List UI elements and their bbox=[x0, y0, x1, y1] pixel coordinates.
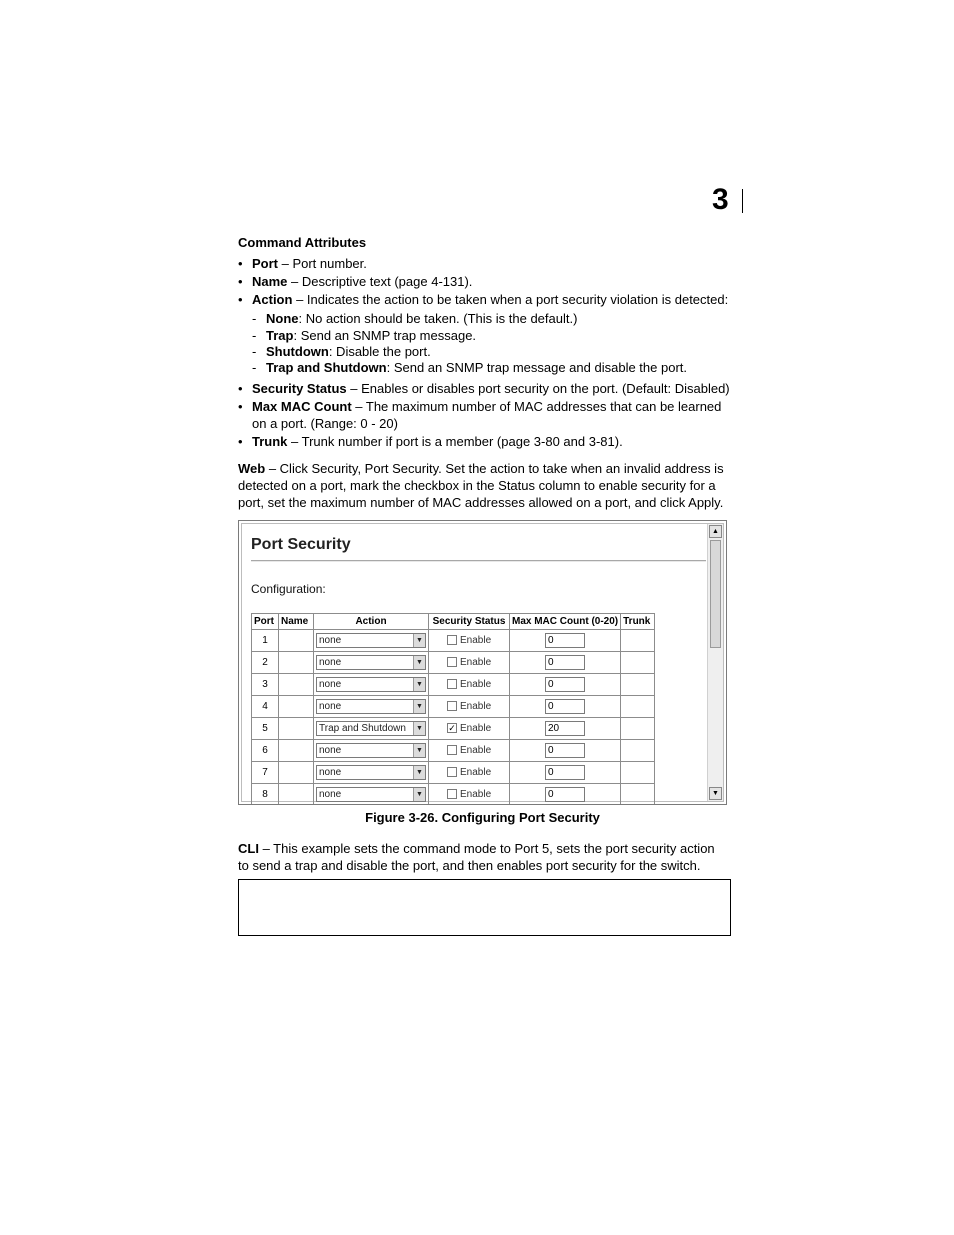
cli-instructions: CLI – This example sets the command mode to Port 5, sets the port security action to send a trap and disable the port, and then enables port security for the switch. bbox=[238, 841, 715, 873]
chevron-down-icon: ▼ bbox=[413, 744, 425, 757]
security-status-checkbox[interactable] bbox=[447, 701, 457, 711]
scroll-down-arrow-icon[interactable]: ▼ bbox=[709, 787, 722, 800]
table-row bbox=[252, 674, 655, 696]
column-header-name: Name bbox=[279, 614, 314, 630]
chevron-down-icon: ▼ bbox=[413, 634, 425, 647]
port-number: 4 bbox=[252, 696, 279, 718]
table-row bbox=[252, 630, 655, 652]
trunk-cell bbox=[621, 674, 655, 696]
max-mac-count-input[interactable]: 0 bbox=[545, 699, 585, 714]
enable-label: Enable bbox=[460, 678, 492, 690]
web-instructions: Web – Click Security, Port Security. Set the action to take when an invalid address is detected on a port, mark the checkbox in the Status column to enable security for a port, set the maximum number of MAC addresses allowed on a port, and click Apply. bbox=[238, 461, 724, 510]
max-mac-count-input[interactable]: 20 bbox=[545, 721, 585, 736]
port-name bbox=[279, 652, 314, 674]
enable-label: Enable bbox=[460, 722, 492, 734]
trunk-cell bbox=[621, 696, 655, 718]
enable-label: Enable bbox=[460, 634, 492, 646]
figure-caption: Figure 3-26. Configuring Port Security bbox=[365, 810, 600, 825]
enable-label: Enable bbox=[460, 700, 492, 712]
max-mac-count-input[interactable]: 0 bbox=[545, 787, 585, 802]
column-header-port: Port bbox=[252, 614, 279, 630]
bullet-mark: • bbox=[238, 381, 243, 396]
chevron-down-icon: ▼ bbox=[413, 700, 425, 713]
vertical-scrollbar[interactable] bbox=[707, 524, 723, 801]
chapter-number: 3 bbox=[712, 183, 729, 216]
port-security-screenshot bbox=[238, 520, 727, 805]
port-name bbox=[279, 674, 314, 696]
port-name bbox=[279, 784, 314, 806]
max-mac-count-input[interactable]: 0 bbox=[545, 633, 585, 648]
action-select[interactable]: none ▼ bbox=[316, 765, 426, 780]
port-name bbox=[279, 718, 314, 740]
security-status-checkbox[interactable] bbox=[447, 789, 457, 799]
bullet-mark: • bbox=[238, 292, 243, 307]
security-status-checkbox[interactable] bbox=[447, 767, 457, 777]
chapter-divider bbox=[742, 189, 743, 213]
chevron-down-icon: ▼ bbox=[413, 788, 425, 801]
trunk-cell bbox=[621, 784, 655, 806]
security-status-checkbox[interactable] bbox=[447, 657, 457, 667]
action-select[interactable]: Trap and Shutdown ▼ bbox=[316, 721, 426, 736]
scrollbar-thumb[interactable] bbox=[710, 540, 721, 648]
action-select[interactable]: none ▼ bbox=[316, 633, 426, 648]
bullet-mark: • bbox=[238, 434, 243, 449]
action-select[interactable]: none ▼ bbox=[316, 655, 426, 670]
table-row bbox=[252, 718, 655, 740]
action-select[interactable]: none ▼ bbox=[316, 699, 426, 714]
table-row bbox=[252, 696, 655, 718]
table-row bbox=[252, 740, 655, 762]
title-divider bbox=[251, 560, 706, 562]
port-number: 7 bbox=[252, 762, 279, 784]
max-mac-count-input[interactable]: 0 bbox=[545, 677, 585, 692]
page-title: Port Security bbox=[251, 536, 351, 553]
port-number: 8 bbox=[252, 784, 279, 806]
port-name bbox=[279, 696, 314, 718]
action-select[interactable]: none ▼ bbox=[316, 787, 426, 802]
port-number: 2 bbox=[252, 652, 279, 674]
port-name bbox=[279, 630, 314, 652]
security-status-checkbox[interactable] bbox=[447, 635, 457, 645]
security-status-checkbox[interactable]: ✓ bbox=[448, 723, 456, 734]
port-name bbox=[279, 762, 314, 784]
enable-label: Enable bbox=[460, 744, 492, 756]
port-number: 6 bbox=[252, 740, 279, 762]
chevron-down-icon: ▼ bbox=[413, 722, 425, 735]
bullet-mark: • bbox=[238, 256, 243, 271]
port-number: 3 bbox=[252, 674, 279, 696]
port-security-table bbox=[251, 613, 655, 805]
chevron-down-icon: ▼ bbox=[413, 656, 425, 669]
chevron-down-icon: ▼ bbox=[413, 766, 425, 779]
section-heading: Command Attributes bbox=[238, 235, 367, 250]
action-select[interactable]: none ▼ bbox=[316, 743, 426, 758]
trunk-cell bbox=[621, 718, 655, 740]
column-header-max-mac-count: Max MAC Count (0-20) bbox=[510, 614, 621, 630]
enable-label: Enable bbox=[460, 766, 492, 778]
max-mac-count-input[interactable]: 0 bbox=[545, 743, 585, 758]
trunk-cell bbox=[621, 630, 655, 652]
security-status-checkbox[interactable] bbox=[447, 679, 457, 689]
configuration-label: Configuration: bbox=[251, 582, 326, 596]
port-number: 1 bbox=[252, 630, 279, 652]
table-row bbox=[252, 784, 655, 806]
column-header-trunk: Trunk bbox=[621, 614, 655, 630]
column-header-action: Action bbox=[314, 614, 429, 630]
trunk-cell bbox=[621, 652, 655, 674]
table-row bbox=[252, 762, 655, 784]
enable-label: Enable bbox=[460, 656, 492, 668]
port-number: 5 bbox=[252, 718, 279, 740]
bullet-mark: • bbox=[238, 274, 243, 289]
security-status-checkbox[interactable] bbox=[447, 745, 457, 755]
action-select[interactable]: none ▼ bbox=[316, 677, 426, 692]
chevron-down-icon: ▼ bbox=[413, 678, 425, 691]
trunk-cell bbox=[621, 740, 655, 762]
cli-example-box bbox=[238, 879, 731, 936]
bullet-mark: • bbox=[238, 399, 243, 414]
scroll-up-arrow-icon[interactable]: ▲ bbox=[709, 525, 722, 538]
max-mac-count-input[interactable]: 0 bbox=[545, 655, 585, 670]
column-header-security-status: Security Status bbox=[429, 614, 510, 630]
port-name bbox=[279, 740, 314, 762]
enable-label: Enable bbox=[460, 788, 492, 800]
trunk-cell bbox=[621, 762, 655, 784]
max-mac-count-input[interactable]: 0 bbox=[545, 765, 585, 780]
table-row bbox=[252, 652, 655, 674]
